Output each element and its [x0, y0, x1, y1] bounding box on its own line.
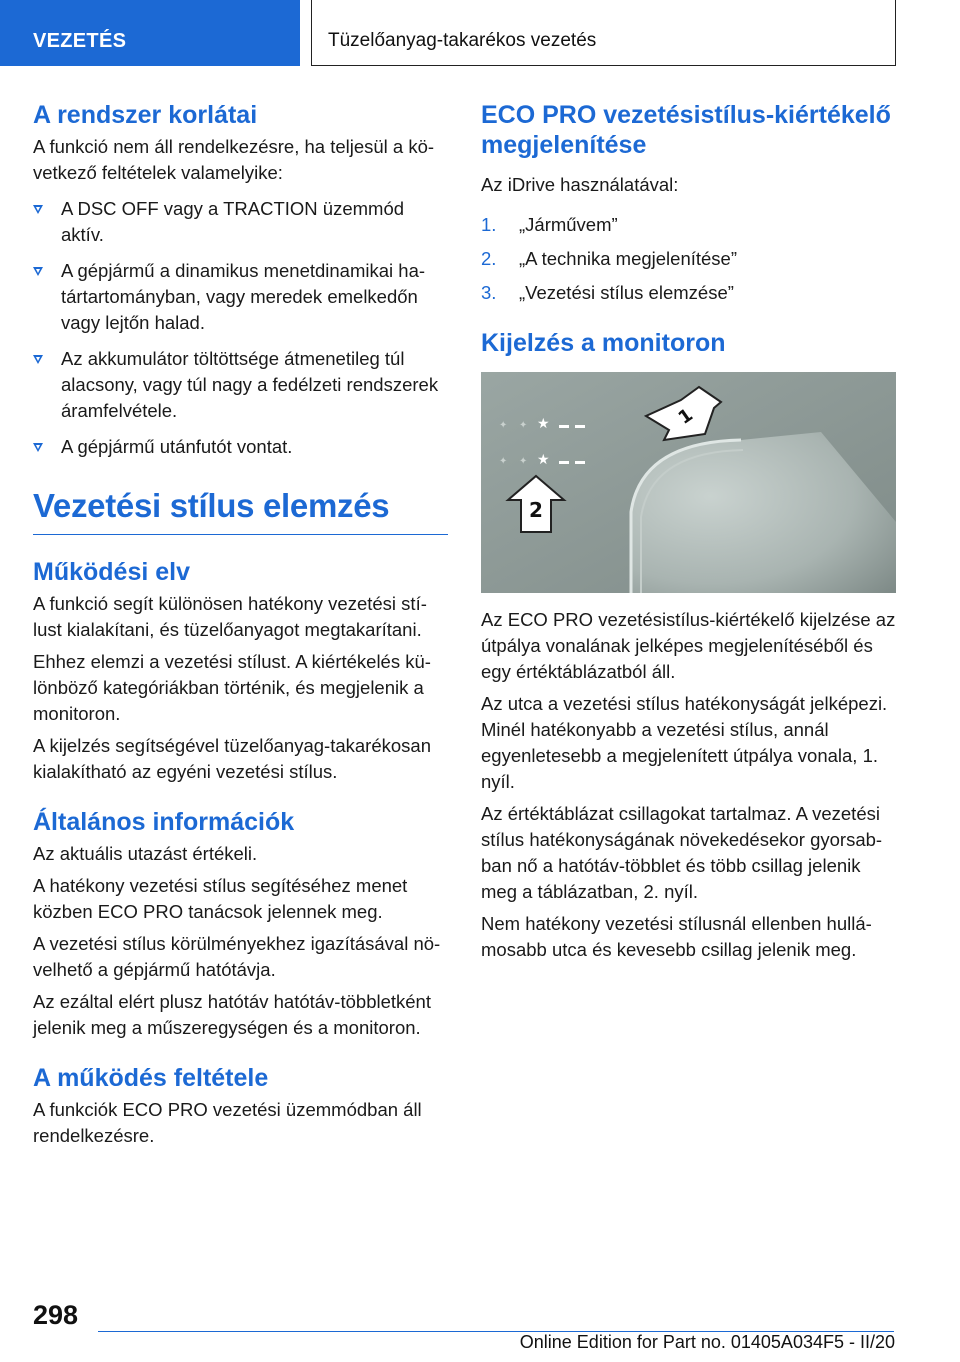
condition-paragraph: A funkciók ECO PRO vezetési üzemmódban áll rendelkezésre. — [33, 1099, 422, 1146]
svg-text:★: ★ — [537, 416, 550, 432]
svg-text:✦: ✦ — [499, 456, 508, 467]
limits-heading: A rendszer korlátai — [33, 101, 258, 129]
list-item: 3. „Vezetési stílus elemzése” — [481, 280, 896, 306]
principle-paragraph-1: A funkció segít különösen hatékony vezetési stílust kialakítani, és tüzelőanyagot megtakarítani. — [33, 593, 427, 640]
principle-heading: Működési elv — [33, 558, 190, 586]
eco-steps-list — [481, 212, 896, 306]
list-item: 1. „Járművem” — [481, 212, 896, 238]
step-number: 2. — [481, 248, 497, 269]
general-paragraph-4: Az ezáltal elért plusz hatótáv hatótáv-többletként jelenik meg a műszeregységen és a monitoron. — [33, 991, 431, 1038]
triangle-bullet-icon — [33, 267, 43, 276]
step-number: 1. — [481, 214, 497, 235]
limits-intro: A funkció nem áll rendelkezésre, ha teljesül a következő feltételek valamelyike: — [33, 136, 435, 183]
svg-text:1: 1 — [674, 404, 697, 429]
list-item: A gépjármű a dinamikus menetdinamikai határtartományban, vagy meredek emelkedőn vagy lejtőn halad. — [33, 258, 448, 336]
svg-text:★: ★ — [537, 452, 550, 468]
display-heading: Kijelzés a monitoron — [481, 329, 726, 357]
list-item: Az akkumulátor töltöttsége átmenetileg túl alacsony, vagy túl nagy a fedélzeti rendszerek áramfelvétele. — [33, 346, 448, 424]
section-tab — [0, 0, 300, 66]
list-item: 2. „A technika megjelenítése” — [481, 246, 896, 272]
triangle-bullet-icon — [33, 205, 43, 214]
chapter-title-box — [311, 0, 896, 66]
eco-heading: ECO PRO vezetésistílus-kiértékelő megjelenítése — [481, 101, 891, 159]
list-item: A gépjármű utánfutót vontat. — [33, 434, 448, 460]
section-label: VEZETÉS — [33, 30, 127, 52]
svg-text:✦: ✦ — [519, 420, 528, 431]
svg-text:2: 2 — [529, 498, 543, 522]
display-paragraph-4: Nem hatékony vezetési stílusnál ellenben hullámosabb utca és kevesebb csillag jelenik meg. — [481, 913, 872, 960]
left-column — [33, 100, 448, 1149]
eco-display-figure — [481, 372, 896, 593]
general-paragraph-3: A vezetési stílus körülményekhez igazításával növelhető a gépjármű hatótávja. — [33, 933, 441, 980]
condition-heading: A működés feltétele — [33, 1064, 269, 1092]
eco-display-illustration — [481, 372, 896, 593]
principle-paragraph-2: Ehhez elemzi a vezetési stílust. A kiértékelés különböző kategóriákban történik, és megjelenik a monitoron. — [33, 651, 431, 724]
principle-paragraph-3: A kijelzés segítségével tüzelőanyag-takarékosan kialakítható az egyéni vezetési stílus. — [33, 735, 431, 782]
main-heading: Vezetési stílus elemzés — [33, 486, 448, 535]
list-item: A DSC OFF vagy a TRACTION üzemmód aktív. — [33, 196, 448, 248]
general-paragraph-1: Az aktuális utazást értékeli. — [33, 843, 258, 864]
eco-intro: Az iDrive használatával: — [481, 174, 679, 195]
general-paragraph-2: A hatékony vezetési stílus segítéséhez menet közben ECO PRO tanácsok jelennek meg. — [33, 875, 408, 922]
chapter-title: Tüzelőanyag-takarékos vezetés — [328, 30, 597, 51]
right-column — [481, 100, 896, 963]
page-number: 298 — [33, 1300, 79, 1330]
display-paragraph-3: Az értéktáblázat csillagokat tartalmaz. A vezetési stílus hatékonyságának növekedésekor gyorsabban nő a hatótáv-többlet és több csillag jelenik meg a táblázatban, 2. nyíl. — [481, 803, 883, 902]
edition-text: Online Edition for Part no. 01405A034F5 - II/20 — [519, 1332, 895, 1352]
limits-list — [33, 196, 448, 460]
triangle-bullet-icon — [33, 355, 43, 364]
triangle-bullet-icon — [33, 443, 43, 452]
svg-text:✦: ✦ — [519, 456, 528, 467]
general-heading: Általános információk — [33, 808, 295, 836]
display-paragraph-2: Az utca a vezetési stílus hatékonyságát jelképezi. Minél hatékonyabb a vezetési stílus, annál egyenletesebb a megjelenített útpálya vonala, 1. nyíl. — [481, 693, 888, 792]
svg-text:✦: ✦ — [499, 420, 508, 431]
page-header — [0, 0, 960, 66]
step-number: 3. — [481, 282, 497, 303]
display-paragraph-1: Az ECO PRO vezetésistílus-kiértékelő kijelzése az útpálya vonalának jelképes megjelenítéséből és egy értéktáblázatból áll. — [481, 609, 896, 682]
